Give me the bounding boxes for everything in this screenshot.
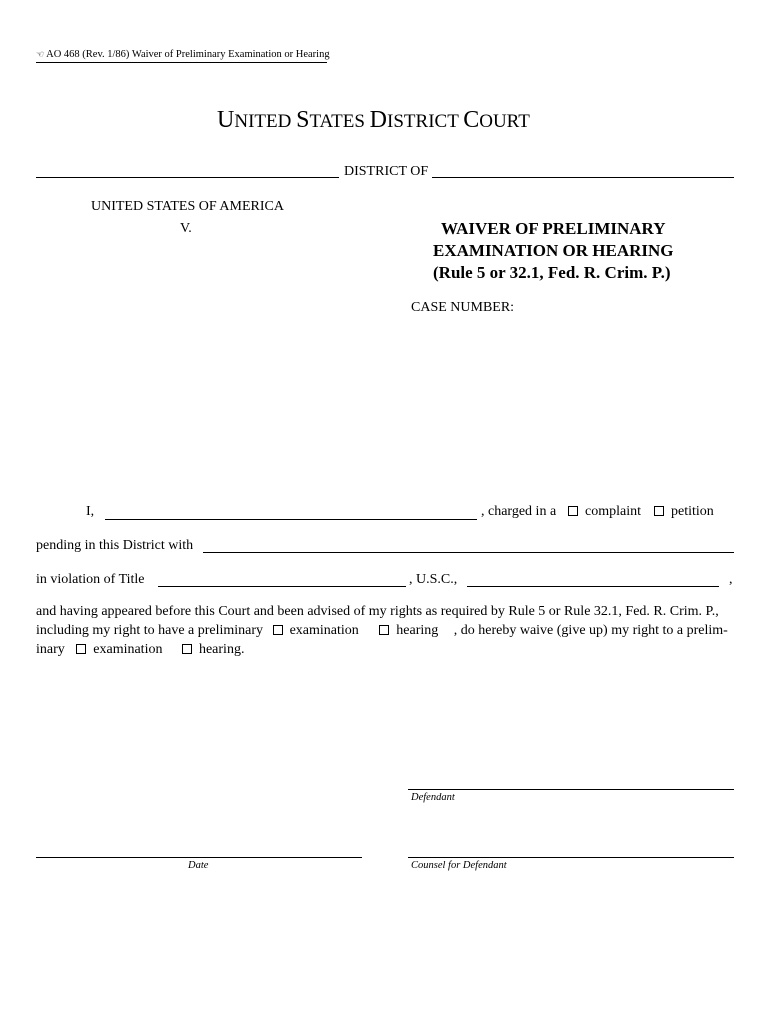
- petition-option[interactable]: petition: [654, 504, 714, 520]
- pending-label: pending in this District with: [36, 538, 194, 553]
- defendant-name-blank[interactable]: [105, 519, 477, 520]
- title-blank[interactable]: [158, 586, 406, 587]
- usc-label: , U.S.C.,: [409, 572, 458, 587]
- hearing-option-1[interactable]: hearing: [379, 623, 438, 638]
- date-label: Date: [188, 860, 209, 871]
- complaint-option[interactable]: complaint: [568, 504, 641, 520]
- defendant-signature-line[interactable]: [408, 789, 734, 790]
- paragraph-line1: and having appeared before this Court and been advised of my rights as required by Rule 5 or Rule 32.1, Fed. R. Crim. P.,: [36, 604, 719, 619]
- hearing-option-2[interactable]: hearing.: [182, 642, 244, 657]
- examination-checkbox-1[interactable]: [273, 625, 283, 635]
- district-blank-right[interactable]: [432, 177, 734, 178]
- versus-label: V.: [180, 221, 192, 236]
- trailing-comma: ,: [729, 572, 733, 587]
- form-id-header: [36, 49, 330, 60]
- document-title-line2: EXAMINATION OR HEARING: [433, 241, 674, 260]
- header-rule: [36, 62, 327, 63]
- document-title-line3: (Rule 5 or 32.1, Fed. R. Crim. P.): [433, 263, 671, 282]
- complaint-checkbox[interactable]: [568, 506, 578, 516]
- i-label: I,: [86, 504, 95, 519]
- defendant-signature-label: Defendant: [411, 792, 455, 803]
- counsel-signature-line[interactable]: [408, 857, 734, 858]
- date-line[interactable]: [36, 857, 362, 858]
- hearing-checkbox-2[interactable]: [182, 644, 192, 654]
- usc-section-blank[interactable]: [467, 586, 719, 587]
- party-name: UNITED STATES OF AMERICA: [91, 199, 284, 214]
- district-blank-left[interactable]: [36, 177, 339, 178]
- examination-checkbox-2[interactable]: [76, 644, 86, 654]
- case-number-label: CASE NUMBER:: [411, 300, 515, 315]
- hearing-checkbox-1[interactable]: [379, 625, 389, 635]
- pending-blank[interactable]: [203, 552, 734, 553]
- district-label: DISTRICT OF: [344, 164, 429, 179]
- hand-pointing-icon: ☜: [36, 50, 45, 60]
- paragraph-line3: inary examination hearing.: [36, 642, 245, 657]
- charged-in-label: , charged in a: [481, 504, 557, 519]
- document-title-line1: WAIVER OF PRELIMINARY: [441, 219, 666, 238]
- counsel-signature-label: Counsel for Defendant: [411, 860, 507, 871]
- paragraph-line2: including my right to have a preliminary examination hearing , do hereby waive (give up) my right to a prelim-: [36, 623, 728, 638]
- violation-label: in violation of Title: [36, 572, 145, 587]
- court-title: UNITED STATES DISTRICT COURT: [217, 107, 530, 133]
- examination-option-2[interactable]: examination: [76, 642, 162, 657]
- form-id-text: AO 468 (Rev. 1/86) Waiver of Preliminary Examination or Hearing: [46, 49, 330, 60]
- examination-option-1[interactable]: examination: [273, 623, 359, 638]
- petition-checkbox[interactable]: [654, 506, 664, 516]
